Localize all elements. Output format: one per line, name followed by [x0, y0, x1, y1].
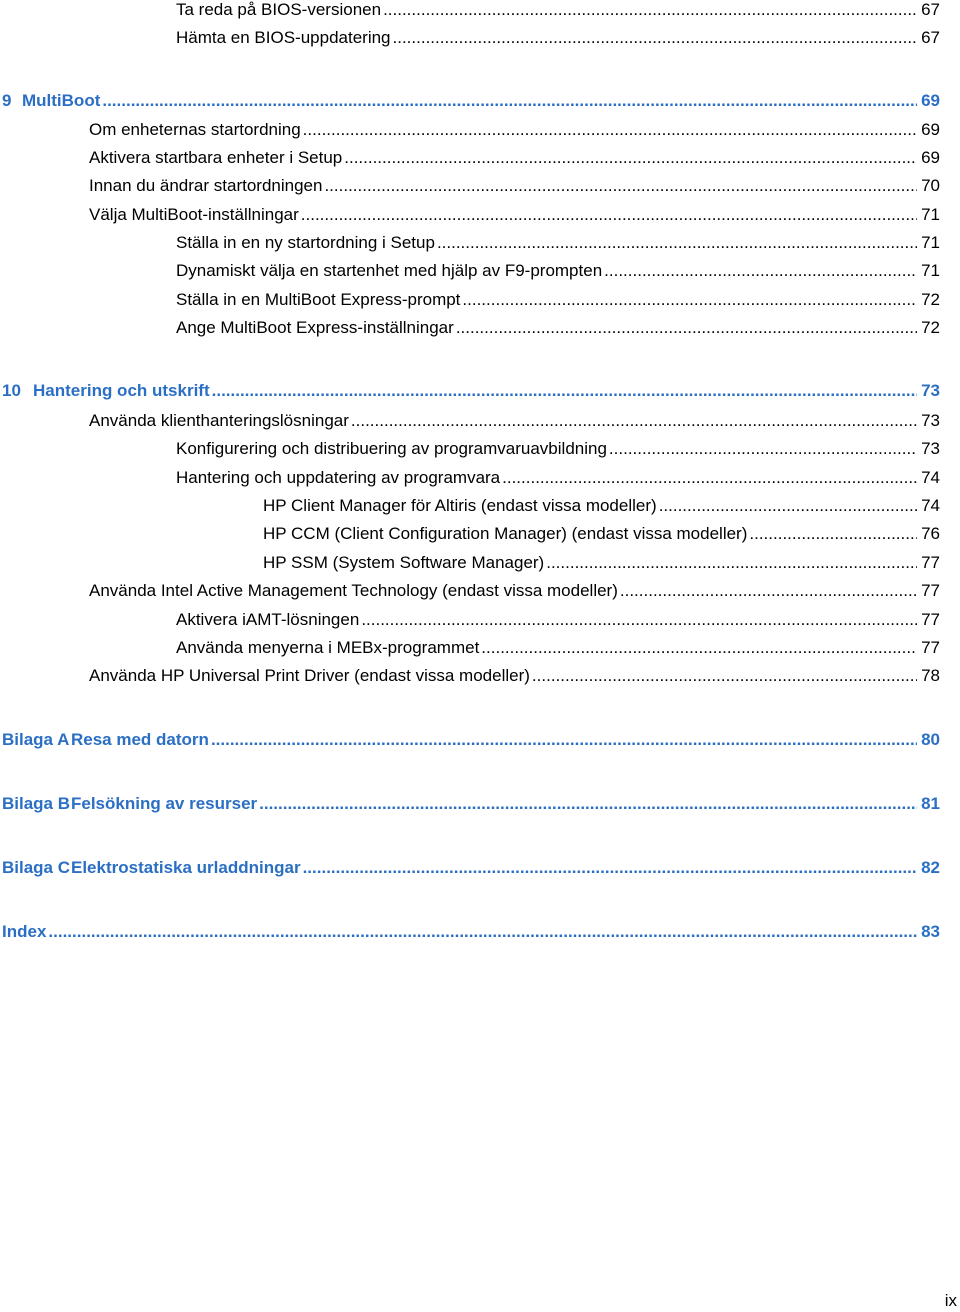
- page-number: ix: [944, 1291, 957, 1310]
- toc-entry-title: Använda menyerna i MEBx-programmet: [176, 638, 480, 657]
- toc-entry-title: Aktivera startbara enheter i Setup: [89, 148, 343, 167]
- toc-entry[interactable]: [263, 550, 940, 576]
- toc-entry-page: 69: [921, 120, 940, 139]
- toc-entry[interactable]: [263, 493, 940, 519]
- toc-leader-dots: [211, 727, 917, 753]
- toc-leader-dots: [659, 493, 917, 519]
- toc-entry-title: Använda klienthanteringslösningar: [89, 411, 349, 430]
- toc-entry-page: 67: [921, 0, 940, 19]
- toc-index-entry[interactable]: [2, 919, 940, 945]
- toc-chapter-number: 10: [2, 381, 21, 400]
- toc-entry[interactable]: [89, 173, 940, 199]
- toc-entry-page: 73: [921, 381, 940, 400]
- toc-entry-page: 81: [921, 794, 940, 813]
- toc-entry[interactable]: [89, 408, 940, 434]
- toc-entry-page: 72: [921, 290, 940, 309]
- toc-entry[interactable]: [263, 521, 940, 547]
- toc-entry-title: Använda HP Universal Print Driver (endast vissa modeller): [89, 666, 530, 685]
- toc-leader-dots: [481, 635, 917, 661]
- toc-chapter-entry[interactable]: [2, 378, 940, 404]
- toc-appendix-entry[interactable]: [2, 727, 940, 753]
- toc-entry[interactable]: [176, 258, 940, 284]
- toc-leader-dots: [437, 230, 917, 256]
- toc-chapter-title: Index: [2, 922, 47, 941]
- toc-entry-page: 83: [921, 922, 940, 941]
- toc-entry-page: 72: [921, 318, 940, 337]
- toc-leader-dots: [361, 607, 917, 633]
- toc-chapter-title: Resa med datorn: [71, 730, 209, 749]
- toc-chapter-entry[interactable]: [2, 88, 940, 114]
- toc-entry-page: 78: [921, 666, 940, 685]
- toc-entry-page: 69: [921, 91, 940, 110]
- toc-leader-dots: [620, 578, 917, 604]
- toc-chapter-title: Hantering och utskrift: [33, 381, 210, 400]
- toc-entry-title: HP CCM (Client Configuration Manager) (endast vissa modeller): [263, 524, 748, 543]
- toc-entry[interactable]: [176, 287, 940, 313]
- toc-entry[interactable]: [176, 465, 940, 491]
- toc-appendix-label: Bilaga A: [2, 730, 70, 749]
- toc-chapter-heading: [2, 791, 257, 817]
- toc-leader-dots: [462, 287, 917, 313]
- toc-entry-page: 73: [921, 411, 940, 430]
- toc-entry-title: Ställa in en ny startordning i Setup: [176, 233, 435, 252]
- toc-chapter-heading: [2, 727, 209, 753]
- toc-entry-page: 74: [921, 468, 940, 487]
- toc-leader-dots: [749, 521, 917, 547]
- toc-entry-page: 73: [921, 439, 940, 458]
- toc-entry-title: HP SSM (System Software Manager): [263, 553, 545, 572]
- toc-entry-title: Aktivera iAMT-lösningen: [176, 610, 360, 629]
- toc-entry-title: Hantering och uppdatering av programvara: [176, 468, 501, 487]
- toc-leader-dots: [456, 315, 917, 341]
- toc-leader-dots: [259, 791, 917, 817]
- toc-entry-page: 77: [921, 581, 940, 600]
- toc-entry-title: Om enheternas startordning: [89, 120, 301, 139]
- toc-leader-dots: [344, 145, 917, 171]
- toc-entry-title: Dynamiskt välja en startenhet med hjälp av F9-prompten: [176, 261, 603, 280]
- toc-entry-title: Ange MultiBoot Express-inställningar: [176, 318, 454, 337]
- toc-entry-page: 82: [921, 858, 940, 877]
- toc-entry[interactable]: [176, 635, 940, 661]
- toc-entry-page: 76: [921, 524, 940, 543]
- toc-chapter-heading: [2, 855, 301, 881]
- toc-leader-dots: [303, 855, 918, 881]
- toc-entry-title: Ta reda på BIOS-versionen: [176, 0, 382, 19]
- toc-chapter-heading: [2, 88, 100, 114]
- toc-entry[interactable]: [176, 25, 940, 51]
- toc-appendix-entry[interactable]: [2, 855, 940, 881]
- toc-entry[interactable]: [89, 202, 940, 228]
- toc-entry-page: 74: [921, 496, 940, 515]
- toc-entry[interactable]: [89, 145, 940, 171]
- toc-entry-page: 77: [921, 610, 940, 629]
- toc-entry-title: Välja MultiBoot-inställningar: [89, 205, 299, 224]
- toc-entry-page: 67: [921, 28, 940, 47]
- toc-entry-title: Använda Intel Active Management Technology (endast vissa modeller): [89, 581, 618, 600]
- toc-entry-title: Ställa in en MultiBoot Express-prompt: [176, 290, 461, 309]
- toc-leader-dots: [301, 202, 917, 228]
- toc-chapter-title: Felsökning av resurser: [71, 794, 258, 813]
- toc-entry-page: 71: [921, 261, 940, 280]
- toc-leader-dots: [351, 408, 917, 434]
- toc-leader-dots: [383, 0, 917, 23]
- toc-chapter-heading: [2, 378, 210, 404]
- toc-entry-page: 71: [921, 233, 940, 252]
- toc-appendix-label: Bilaga C: [2, 858, 71, 877]
- toc-leader-dots: [48, 919, 917, 945]
- toc-entry-page: 70: [921, 176, 940, 195]
- toc-leader-dots: [102, 88, 917, 114]
- toc-entry-page: 77: [921, 553, 940, 572]
- toc-chapter-number: 9: [2, 91, 12, 110]
- toc-appendix-label: Bilaga B: [2, 794, 71, 813]
- toc-leader-dots: [393, 25, 918, 51]
- toc-entry[interactable]: [89, 663, 940, 689]
- toc-entry[interactable]: [89, 578, 940, 604]
- toc-entry-title: Hämta en BIOS-uppdatering: [176, 28, 391, 47]
- toc-entry-page: 71: [921, 205, 940, 224]
- toc-appendix-entry[interactable]: [2, 791, 940, 817]
- toc-entry[interactable]: [89, 117, 940, 143]
- toc-leader-dots: [604, 258, 917, 284]
- toc-entry[interactable]: [176, 315, 940, 341]
- toc-entry-title: HP Client Manager för Altiris (endast vissa modeller): [263, 496, 657, 515]
- toc-entry[interactable]: [176, 436, 940, 462]
- toc-entry-page: 69: [921, 148, 940, 167]
- toc-chapter-title: MultiBoot: [22, 91, 101, 110]
- toc-entry-title: Innan du ändrar startordningen: [89, 176, 323, 195]
- toc-leader-dots: [324, 173, 917, 199]
- toc-entry-title: Konfigurering och distribuering av programvaruavbildning: [176, 439, 607, 458]
- toc-entry-page: 80: [921, 730, 940, 749]
- toc-leader-dots: [303, 117, 917, 143]
- toc-leader-dots: [212, 378, 917, 404]
- toc-entry[interactable]: [176, 230, 940, 256]
- toc-leader-dots: [532, 663, 917, 689]
- toc-leader-dots: [502, 465, 917, 491]
- toc-chapter-title: Elektrostatiska urladdningar: [71, 858, 301, 877]
- toc-leader-dots: [609, 436, 917, 462]
- toc-leader-dots: [546, 550, 917, 576]
- toc-entry[interactable]: [176, 0, 940, 23]
- toc-entry-page: 77: [921, 638, 940, 657]
- toc-entry[interactable]: [176, 607, 940, 633]
